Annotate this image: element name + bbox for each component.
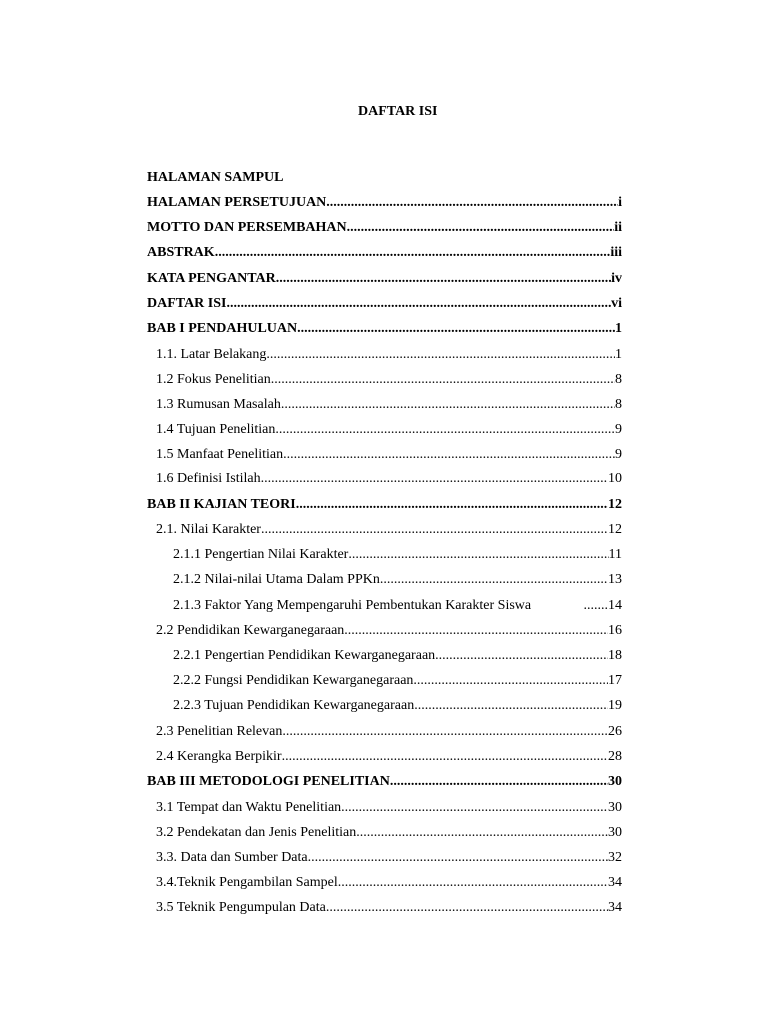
toc-entry [156,621,622,641]
toc-entry-page-number: 18 [608,648,622,663]
toc-leader-dots [341,798,608,818]
toc-leader-dots [297,319,615,339]
toc-entry-page-number: 9 [615,447,622,462]
toc-entry-page-number: 28 [608,749,622,764]
toc-leader-dots [282,722,608,742]
toc-entry-page-number: 8 [615,372,622,387]
toc-leader-dots [282,747,608,767]
toc-entry [156,898,622,918]
toc-entry [147,495,622,515]
toc-entry [156,722,622,742]
toc-entry-page-number: 13 [608,572,622,587]
toc-leader-dots [390,772,608,792]
toc-entry [173,545,622,565]
toc-entry-title: 1.2 Fokus Penelitian [156,372,271,387]
toc-entry-title: 2.1. Nilai Karakter [156,522,261,537]
toc-entry-title: 2.2.3 Tujuan Pendidikan Kewarganegaraan [173,698,415,713]
toc-entry-title: 3.5 Teknik Pengumpulan Data [156,900,326,915]
page-title: DAFTAR ISI [358,104,438,119]
toc-leader-dots [414,696,608,716]
toc-entry [156,469,622,489]
toc-entry-page-number: 1 [615,321,622,336]
toc-entry-page-number: 32 [608,850,622,865]
toc-entry-title: ABSTRAK [147,245,215,260]
toc-leader-dots [261,469,608,489]
toc-entry-page-number: ii [614,220,622,235]
toc-entry-page-number: 17 [608,673,622,688]
toc-entry-page-number: 10 [608,471,622,486]
toc-entry [147,218,622,238]
toc-entry [156,395,622,415]
toc-entry [173,596,622,616]
toc-leader-dots [308,848,608,868]
toc-entry-title: 2.1.1 Pengertian Nilai Karakter [173,547,349,562]
toc-entry-page-number: .......14 [583,598,622,613]
toc-entry [173,696,622,716]
toc-entry-page-number: 34 [608,875,622,890]
toc-entry-title: 1.5 Manfaat Penelitian [156,447,284,462]
toc-entry-title: DAFTAR ISI [147,296,227,311]
toc-entry-page-number: 8 [615,397,622,412]
toc-entry [156,848,622,868]
toc-entry-page-number: 34 [608,900,622,915]
toc-leader-dots [347,218,615,238]
toc-leader-dots [296,495,608,515]
toc-entry-page-number: 30 [608,825,622,840]
toc-entry-page-number: 19 [608,698,622,713]
toc-entry-title: 3.2 Pendekatan dan Jenis Penelitian [156,825,357,840]
toc-entry-title: 1.4 Tujuan Penelitian [156,422,276,437]
toc-entry [156,823,622,843]
toc-entry-title: BAB III METODOLOGI PENELITIAN [147,774,390,789]
toc-entry-title: BAB II KAJIAN TEORI [147,497,296,512]
toc-entry-page-number: iii [610,245,622,260]
toc-entry-title: BAB I PENDAHULUAN [147,321,298,336]
toc-leader-dots [326,898,608,918]
toc-entry [147,319,622,339]
toc-leader-dots [266,345,615,365]
toc-entry [147,294,622,314]
toc-entry-page-number: iv [611,271,622,286]
toc-leader-dots [276,269,611,289]
toc-entry-title: 2.4 Kerangka Berpikir [156,749,282,764]
toc-leader-dots [338,873,608,893]
toc-entry [147,193,622,213]
toc-entry-page-number: 12 [608,497,622,512]
toc-entry-title: 3.4.Teknik Pengambilan Sampel [156,875,338,890]
toc-leader-dots [281,395,615,415]
toc-entry-title: KATA PENGANTAR [147,271,276,286]
toc-entry-title: HALAMAN SAMPUL [147,170,284,185]
toc-entry-title: 2.1.3 Faktor Yang Mempengaruhi Pembentukan Karakter Siswa [173,598,532,613]
toc-entry-title: MOTTO DAN PERSEMBAHAN [147,220,347,235]
toc-entry [156,747,622,767]
toc-entry [173,570,622,590]
toc-entry [147,168,622,188]
toc-entry [156,370,622,390]
toc-entry-page-number: 30 [608,774,622,789]
toc-entry [156,520,622,540]
toc-entry-title: 1.1. Latar Belakang [156,347,267,362]
toc-entry-title: 3.3. Data dan Sumber Data [156,850,308,865]
toc-leader-dots [261,520,608,540]
toc-leader-dots [283,445,615,465]
toc-leader-dots [348,545,608,565]
toc-entry [173,671,622,691]
toc-entry-title: 1.6 Definisi Istilah [156,471,261,486]
toc-entry-page-number: 16 [608,623,622,638]
toc-entry-page-number: i [618,195,622,210]
toc-entry [156,345,622,365]
toc-leader-dots [226,294,611,314]
toc-entry-page-number: 12 [608,522,622,537]
toc-entry [147,269,622,289]
toc-leader-dots [344,621,608,641]
toc-entry-page-number: 1 [615,347,622,362]
toc-entry-title: 2.2 Pendidikan Kewarganegaraan [156,623,345,638]
toc-leader-dots [271,370,615,390]
toc-entry-title: 1.3 Rumusan Masalah [156,397,281,412]
toc-entry-page-number: 30 [608,800,622,815]
toc-leader-dots [413,671,608,691]
toc-entry [147,243,622,263]
toc-entry [156,420,622,440]
toc-entry-page-number: 9 [615,422,622,437]
toc-leader-dots [326,193,618,213]
toc-entry [156,873,622,893]
toc-entry-title: HALAMAN PERSETUJUAN [147,195,327,210]
toc-entry-page-number: vi [611,296,622,311]
toc-leader-dots [435,646,608,666]
toc-leader-dots [356,823,608,843]
toc-leader-dots [275,420,615,440]
toc-entry-title: 3.1 Tempat dan Waktu Penelitian [156,800,342,815]
toc-entry-page-number: 11 [608,547,622,562]
toc-entry [156,445,622,465]
toc-entry [156,798,622,818]
toc-entry-title: 2.2.1 Pengertian Pendidikan Kewarganegaraan [173,648,436,663]
toc-entry-title: 2.1.2 Nilai-nilai Utama Dalam PPKn [173,572,380,587]
toc-entry [147,772,622,792]
toc-entry-title: 2.3 Penelitian Relevan [156,724,283,739]
toc-leader-dots [380,570,608,590]
toc-entry-page-number: 26 [608,724,622,739]
toc-leader-dots [215,243,611,263]
toc-entry-title: 2.2.2 Fungsi Pendidikan Kewarganegaraan [173,673,414,688]
toc-entry [173,646,622,666]
